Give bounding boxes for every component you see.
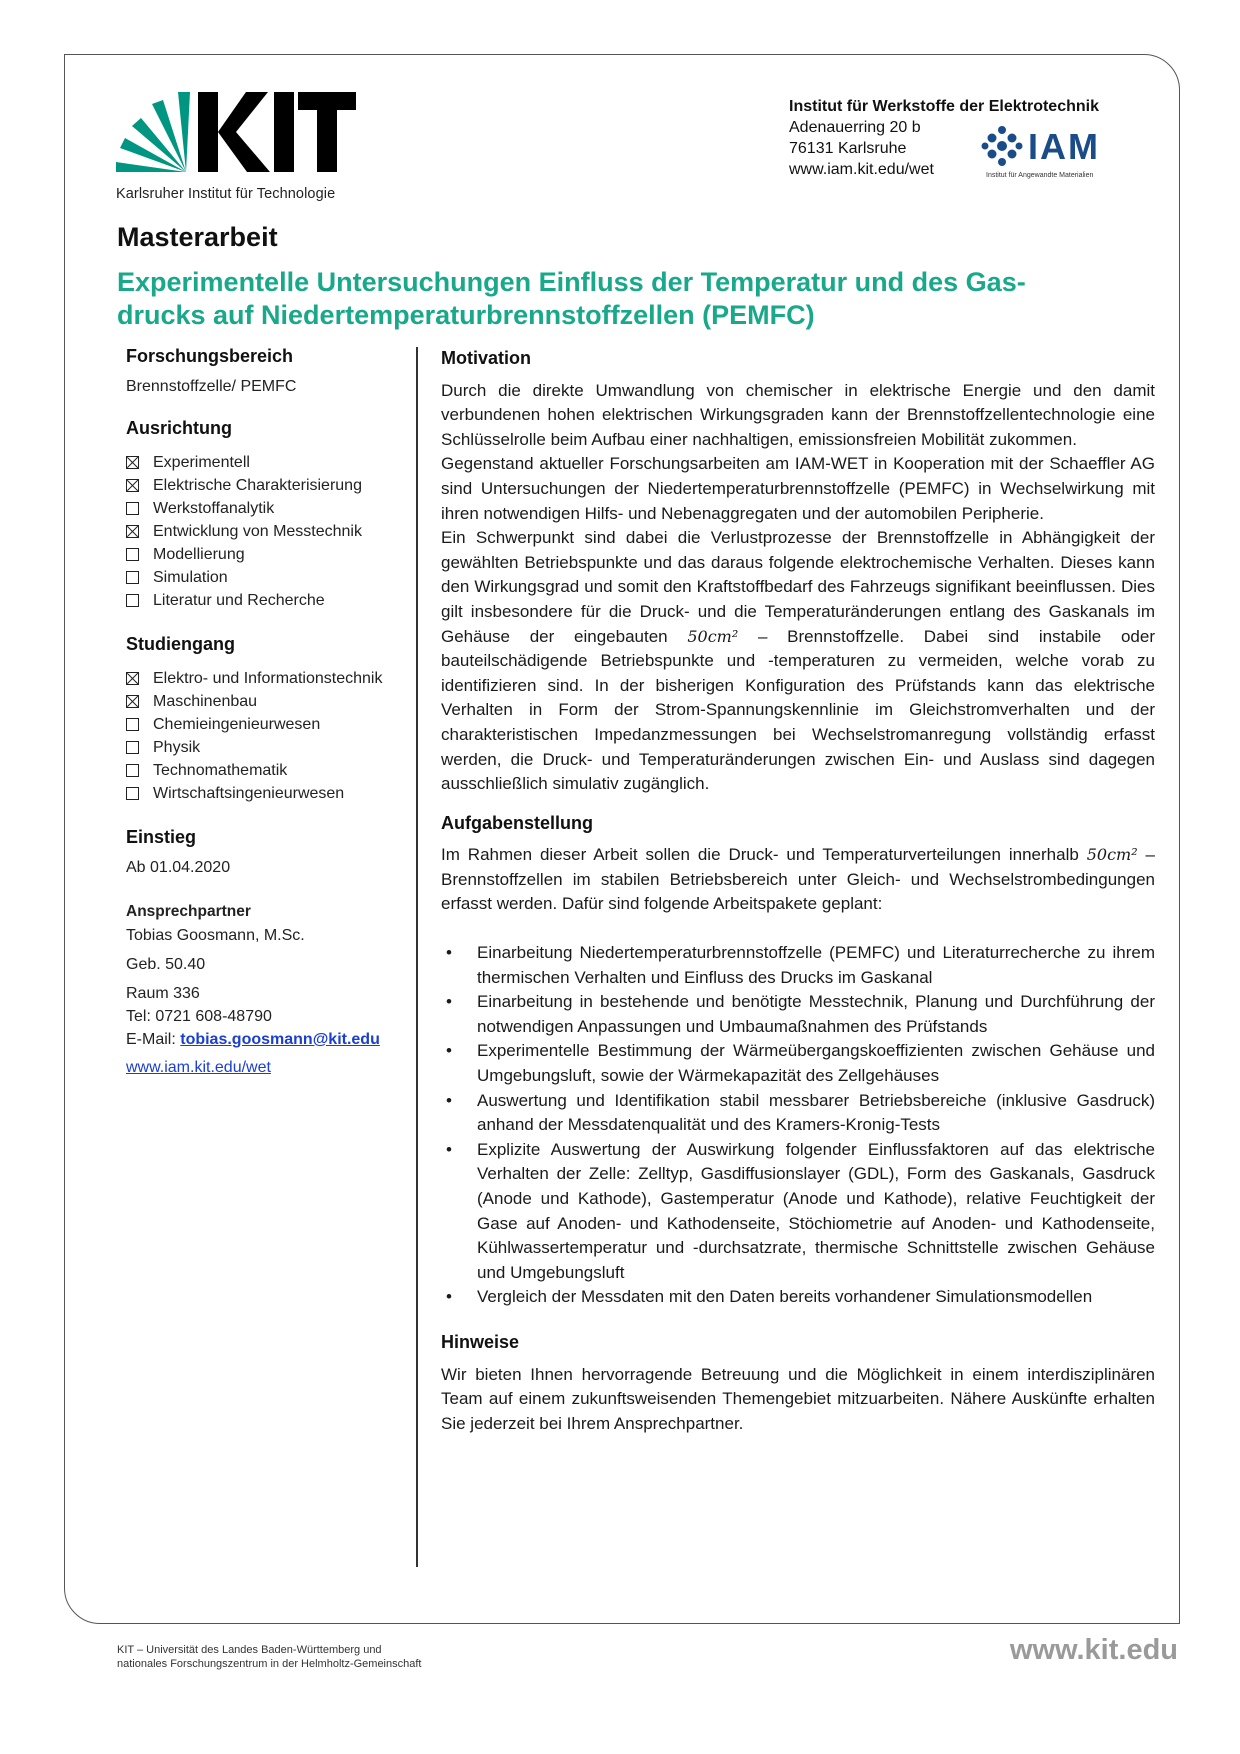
contact-web-link[interactable]: www.iam.kit.edu/wet bbox=[126, 1059, 271, 1076]
checkbox-label: Simulation bbox=[153, 568, 228, 586]
contact-room: Raum 336 bbox=[126, 985, 200, 1002]
checkbox-label: Modellierung bbox=[153, 545, 245, 563]
column-divider bbox=[416, 347, 418, 1567]
checkbox-checked[interactable] bbox=[126, 456, 139, 469]
contact-email-row bbox=[126, 1028, 406, 1051]
hinweise-heading: Hinweise bbox=[441, 1331, 520, 1352]
footer-web[interactable]: www.kit.edu bbox=[1009, 1634, 1178, 1666]
task-item: • Experimentelle Bestimmung der Wärmeübergangskoeffizienten zwischen Gehäuse und Umgebungsluft, sowie der Wärmekapazität des Zellgehäuses bbox=[441, 1039, 1155, 1088]
forschungsbereich-heading: Forschungsbereich bbox=[126, 346, 294, 366]
hinweise-paragraph: Wir bieten Ihnen hervorragende Betreuung und die Möglichkeit in einem interdisziplinären Team auf einem zukunftsweisenden Themengebiet mitzuarbeiten. Nähere Auskünfte erhalten Sie jederzeit bei Ihrem Ansprechpartner. bbox=[441, 1364, 1155, 1433]
checkbox-checked[interactable] bbox=[126, 672, 139, 685]
ausrichtung-list bbox=[126, 451, 406, 612]
checkbox-label: Physik bbox=[153, 738, 201, 756]
document-title bbox=[117, 266, 1117, 332]
studiengang-item bbox=[126, 667, 406, 690]
checkbox-label: Experimentell bbox=[153, 453, 250, 471]
aufgabe-text-a: Im Rahmen dieser Arbeit sollen die Druck- und Temperaturverteilungen innerhalb bbox=[441, 845, 1087, 865]
iam-logo bbox=[980, 124, 1100, 179]
institute-web: www.iam.kit.edu/wet bbox=[789, 161, 934, 178]
ausrichtung-item bbox=[126, 520, 406, 543]
contact-name: Tobias Goosmann, M.Sc. bbox=[126, 927, 305, 944]
kit-logo-subtitle: Karlsruher Institut für Technologie bbox=[116, 186, 336, 202]
ausrichtung-item bbox=[126, 497, 406, 520]
document-title-line-2: drucks auf Niedertemperaturbrennstoffzellen (PEMFC) bbox=[117, 300, 815, 330]
math-formula: 50cm² bbox=[687, 626, 739, 646]
iam-globe-icon bbox=[980, 124, 1024, 168]
task-item: • Explizite Auswertung der Auswirkung folgender Einflussfaktoren auf das elektrische Verhalten der Zelle: Zelltyp, Gasdiffusionslayer (GDL), Form des Gaskanals, Gasdruck (Anode und Kathode), Gastemperatur (Anode und Kathode), relative Feuchtigkeit der Gase auf Anoden- und Kathodenseite, Stöchiometrie auf Anoden- und Kathodenseite, Kühlwassertemperatur und -durchsatzrate, thermische Schnittstelle zwischen Gehäuse und Umgebungsluft bbox=[441, 1138, 1155, 1286]
iam-logo-subtitle: Institut für Angewandte Materialien bbox=[986, 172, 1094, 179]
contact-block bbox=[126, 921, 406, 1082]
checkbox-unchecked[interactable] bbox=[126, 718, 139, 731]
document-type: Masterarbeit bbox=[117, 222, 278, 252]
forschungsbereich-value: Brennstoffzelle/ PEMFC bbox=[126, 378, 297, 395]
checkbox-unchecked[interactable] bbox=[126, 502, 139, 515]
aufgabe-heading: Aufgabenstellung bbox=[441, 812, 593, 833]
studiengang-item bbox=[126, 713, 406, 736]
checkbox-label: Wirtschaftsingenieurwesen bbox=[153, 784, 345, 802]
checkbox-unchecked[interactable] bbox=[126, 594, 139, 607]
studiengang-item bbox=[126, 759, 406, 782]
aufgabe-paragraph bbox=[441, 843, 1155, 917]
task-item: • Einarbeitung Niedertemperaturbrennstoffzelle (PEMFC) und Literaturrecherche zu ihrem thermischen Verhalten und Einfluss des Drucks im Gaskanal bbox=[441, 941, 1155, 990]
ausrichtung-item bbox=[126, 566, 406, 589]
checkbox-label: Entwicklung von Messtechnik bbox=[153, 522, 362, 540]
contact-heading: Ansprechpartner bbox=[126, 903, 251, 920]
checkbox-unchecked[interactable] bbox=[126, 741, 139, 754]
checkbox-label: Literatur und Recherche bbox=[153, 591, 325, 609]
contact-email-label: E-Mail: bbox=[126, 1031, 181, 1048]
ausrichtung-item bbox=[126, 474, 406, 497]
footer-line-2: nationales Forschungszentrum in der Helmholtz-Gemeinschaft bbox=[117, 1658, 422, 1670]
einstieg-heading: Einstieg bbox=[126, 827, 197, 847]
contact-tel: Tel: 0721 608-48790 bbox=[126, 1008, 272, 1025]
institute-street: Adenauerring 20 b bbox=[789, 119, 921, 136]
math-formula: 50cm² bbox=[1086, 845, 1138, 865]
studiengang-item bbox=[126, 736, 406, 759]
main-content bbox=[441, 346, 1155, 1436]
task-item: • Vergleich der Messdaten mit den Daten bereits vorhandener Simulationsmodellen bbox=[441, 1285, 1155, 1310]
checkbox-unchecked[interactable] bbox=[126, 571, 139, 584]
checkbox-label: Technomathematik bbox=[153, 761, 288, 779]
checkbox-checked[interactable] bbox=[126, 525, 139, 538]
aufgabe-text-b: –Brennstoffzellen im stabilen Betriebsbereich unter Gleich- und Wechselstrombedingungen erfasst werden. Dafür sind folgende Arbeitspakete geplant: bbox=[441, 845, 1156, 914]
footer-line-1: KIT – Universität des Landes Baden-Württemberg und bbox=[117, 1644, 382, 1656]
motivation-paragraph-3 bbox=[441, 526, 1155, 797]
contact-email-link[interactable]: tobias.goosmann@kit.edu bbox=[180, 1031, 380, 1048]
ausrichtung-item bbox=[126, 451, 406, 474]
checkbox-unchecked[interactable] bbox=[126, 764, 139, 777]
task-item: • Auswertung und Identifikation stabil messbarer Betriebsbereiche (inklusive Gasdruck) anhand der Messdatenqualität und des Kramers-Kronig-Tests bbox=[441, 1089, 1155, 1138]
einstieg-value: Ab 01.04.2020 bbox=[126, 859, 231, 876]
ausrichtung-item bbox=[126, 543, 406, 566]
kit-logo-graphic bbox=[116, 92, 356, 184]
kit-logo bbox=[116, 92, 356, 202]
motivation-paragraph-2: Gegenstand aktueller Forschungsarbeiten am IAM-WET in Kooperation mit der Schaeffler AG sind Untersuchungen der Niedertemperaturbrennstoffzelle (PEMFC) in Wechselwirkung mit ihren notwendigen Hilfs- und Nebenaggregaten und der automobilen Peripherie. bbox=[441, 454, 1155, 523]
task-list bbox=[441, 941, 1155, 1310]
checkbox-label: Maschinenbau bbox=[153, 692, 258, 710]
checkbox-label: Elektrische Charakterisierung bbox=[153, 476, 362, 494]
motivation-paragraph-1: Durch die direkte Umwandlung von chemischer in elektrische Energie und den damit verbundenen hohen elektrischen Wirkungsgraden kann der Brennstoffzellentechnologie eine Schlüsselrolle beim Aufbau einer nachhaltigen, emissionsfreien Mobilität zukommen. bbox=[441, 380, 1155, 449]
studiengang-heading: Studiengang bbox=[126, 634, 235, 654]
checkbox-unchecked[interactable] bbox=[126, 787, 139, 800]
checkbox-label: Elektro- und Informationstechnik bbox=[153, 669, 383, 687]
checkbox-label: Chemieingenieurwesen bbox=[153, 715, 321, 733]
task-item: • Einarbeitung in bestehende und benötigte Messtechnik, Planung und Durchführung der notwendigen Anpassungen und Umbaumaßnahmen des Prüfstands bbox=[441, 990, 1155, 1039]
footer-text bbox=[117, 1643, 421, 1671]
motivation-heading: Motivation bbox=[441, 348, 531, 368]
sidebar bbox=[126, 346, 406, 1082]
ausrichtung-item bbox=[126, 589, 406, 612]
studiengang-item bbox=[126, 782, 406, 805]
checkbox-label: Werkstoffanalytik bbox=[153, 499, 275, 517]
iam-logo-text: IAM bbox=[1028, 126, 1100, 167]
checkbox-checked[interactable] bbox=[126, 479, 139, 492]
checkbox-checked[interactable] bbox=[126, 695, 139, 708]
institute-name: Institut für Werkstoffe der Elektrotechnik bbox=[789, 98, 1099, 115]
studiengang-item bbox=[126, 690, 406, 713]
document-title-line-1: Experimentelle Untersuchungen Einfluss der Temperatur und des Gas- bbox=[117, 267, 1026, 297]
checkbox-unchecked[interactable] bbox=[126, 548, 139, 561]
institute-city: 76131 Karlsruhe bbox=[789, 140, 907, 157]
studiengang-list bbox=[126, 667, 406, 805]
ausrichtung-heading: Ausrichtung bbox=[126, 418, 232, 438]
motivation-text-a: Ein Schwerpunkt sind dabei die Verlustprozesse der Brennstoffzelle in Abhängigkeit der gewählten Betriebspunkte und das daraus folgende elektrochemische Verhalten. Dieses kann den Wirkungsgrad und somit den Kraftstoffbedarf des Fahrzeugs signifikant beeinflussen. Dies gilt insbesondere für die Druck- und die Temperaturänderungen entlang des Gaskanals im Gehäuse der eingebauten bbox=[441, 528, 1155, 646]
contact-building: Geb. 50.40 bbox=[126, 956, 206, 973]
motivation-text-b: – Brennstoffzelle. Dabei sind instabile oder bauteilschädigende Betriebspunkte und -temperaturen zu vermeiden, welche vorab zu identifizieren sind. In der bisherigen Konfiguration des Prüfstands kann das elektrische Verhalten in Form der Strom-Spannungskennlinie im Gleichstromverhalten und der charakteristischen Impedanzmessungen bei Wechselstromanregung vollständig erfasst werden, die Druck- und Temperaturänderungen zwischen Ein- und Auslass sind dagegen ausschließlich simulativ zugänglich. bbox=[441, 626, 1155, 794]
